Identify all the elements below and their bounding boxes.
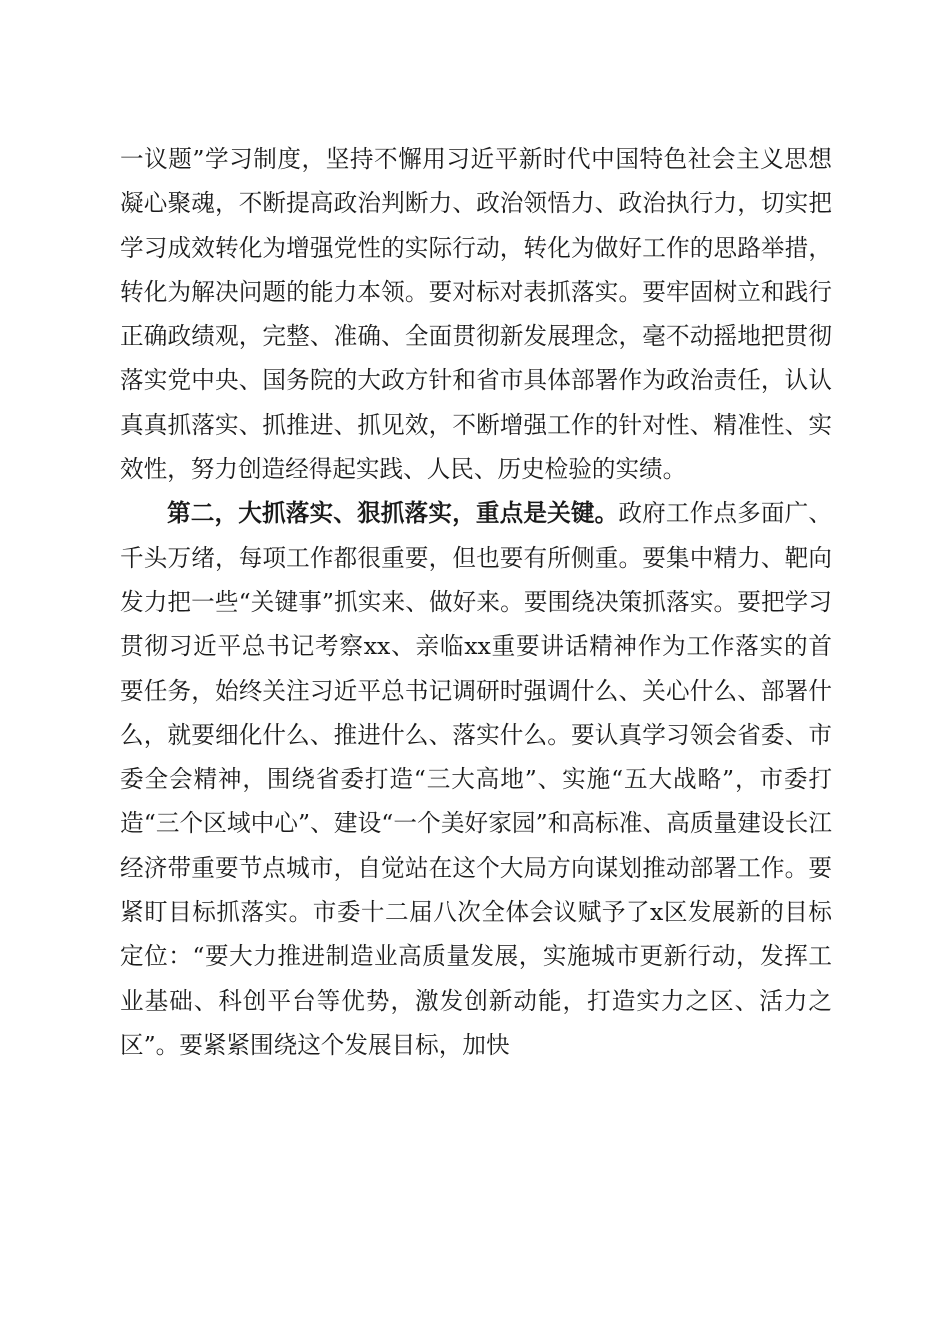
paragraph-1-text: 一议题”学习制度，坚持不懈用习近平新时代中国特色社会主义思想凝心聚魂，不断提高政治判断力、政治领悟力、政治执行力，切实把学习成效转化为增强党性的实际行动，转化为做好工作的思路举措，转化为解决问题的能力本领。要对标对表抓落实。要牢固树立和践行正确政绩观，完整、准确、全面贯彻新发展理念，毫不动摇地把贯彻落实党中央、国务院的大政方针和省市具体部署作为政治责任，认认真真抓落实、抓推进、抓见效，不断增强工作的针对性、精准性、实效性，努力创造经得起实践、人民、历史检验的实绩。 xyxy=(120,145,832,484)
paragraph-1 xyxy=(120,137,832,491)
paragraph-2-lead: 第二，大抓落实、狠抓落实，重点是关键。 xyxy=(167,499,619,528)
body-text xyxy=(120,137,832,1067)
paragraph-2-text: 政府工作点多面广、千头万绪，每项工作都很重要，但也要有所侧重。要集中精力、靶向发力把一些“关键事”抓实来、做好来。要围绕决策抓落实。要把学习贯彻习近平总书记考察xx、亲临xx重要讲话精神作为工作落实的首要任务，始终关注习近平总书记调研时强调什么、关心什么、部署什么，就要细化什么、推进什么、落实什么。要认真学习领会省委、市委全会精神，围绕省委打造“三大高地”、实施“五大战略”，市委打造“三个区域中心”、建设“一个美好家园”和高标准、高质量建设长江经济带重要节点城市，自觉站在这个大局方向谋划推动部署工作。要紧盯目标抓落实。市委十二届八次全体会议赋予了x区发展新的目标定位：“要大力推进制造业高质量发展，实施城市更新行动，发挥工业基础、科创平台等优势，激发创新动能，打造实力之区、活力之区”。要紧紧围绕这个发展目标，加快 xyxy=(120,499,832,1059)
paragraph-2 xyxy=(120,491,832,1067)
